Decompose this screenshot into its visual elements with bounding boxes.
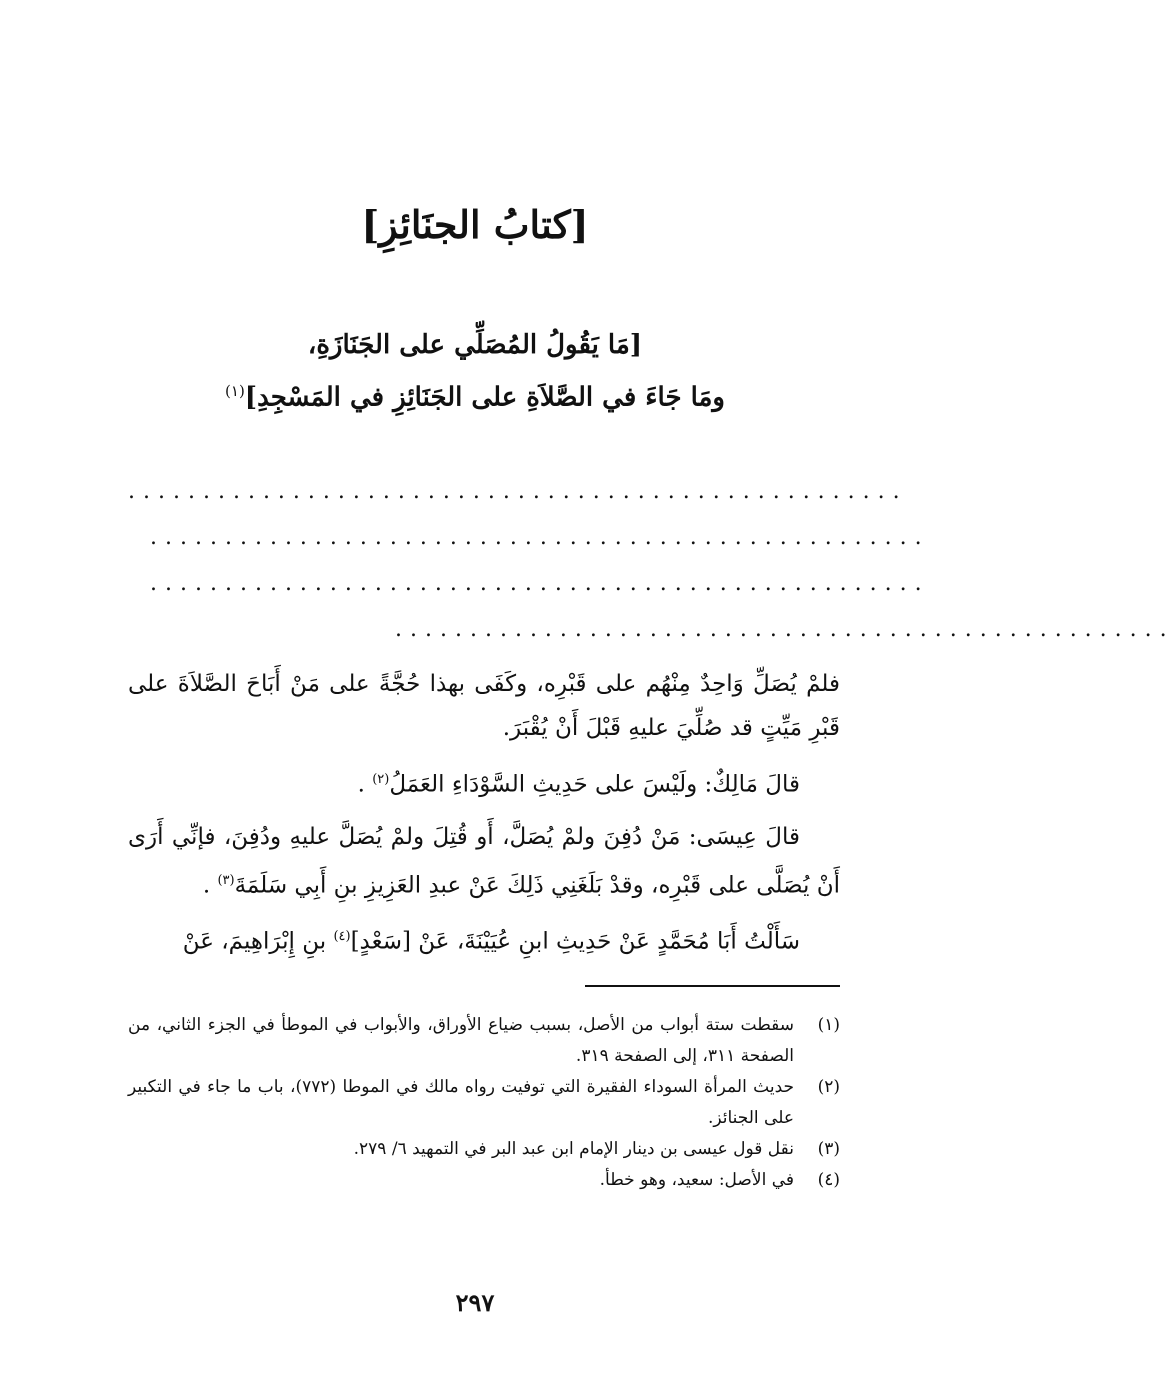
book-title: [كتابُ الجنَائِزِ] (361, 202, 589, 247)
paragraph (128, 915, 840, 964)
footnote-separator (585, 985, 840, 987)
footnote-number: (٣) (817, 1139, 840, 1159)
footnote-text: سقطت ستة أبواب من الأصل، بسبب ضياع الأوراق، والأبواب في الموطأ في الجزء الثاني، من الصفحة ٣١١، إلى الصفحة ٣١٩. (128, 1015, 794, 1066)
footnote (128, 1134, 840, 1165)
paragraph: قالَ مَالِكٌ: ولَيْسَ على حَدِيثِ السَّوْدَاءِ العَمَلُ$^{(٢)}$ . (357, 771, 800, 798)
footnotes (128, 1010, 840, 1196)
footnote (128, 1072, 840, 1134)
missing-text-dots: .................................................... (150, 571, 930, 596)
chapter-title-line-2-text: ومَا جَاءَ في الصَّلاَةِ على الجَنَائِزِ في المَسْجِدِ] (244, 382, 725, 413)
paragraph-text: بنِ إِبْرَاهِيمَ، عَنْ (182, 928, 327, 955)
footnote-text: في الأصل: سعيد، وهو خطأ. (599, 1170, 794, 1190)
chapter-title-line-1: [مَا يَقُولُ المُصَلِّي على الجَنَازَةِ، (307, 330, 643, 360)
paragraph: فلمْ يُصَلِّ وَاحِدٌ مِنْهُم على قَبْرِه، وكَفَى بهذا حُجَّةً على مَنْ أَبَاحَ الصَّلاَةَ على قَبْرِ مَيِّتٍ قد صُلِّيَ عليهِ قَبْلَ أَنْ يُقْبَرَ. (128, 671, 840, 741)
missing-text-dots: .................................................... (150, 525, 930, 550)
footnote-ref-2: (٢) (372, 772, 390, 787)
missing-text-dots: .................................................... (395, 617, 1175, 642)
footnote-text: نقل قول عيسى بن دينار الإمام ابن عبد البر في التمهيد ٦/ ٢٧٩. (353, 1139, 794, 1159)
page-number: ٢٩٧ (455, 1288, 495, 1317)
paragraph-text: قالَ مَالِكٌ: ولَيْسَ على حَدِيثِ السَّوْدَاءِ العَمَلُ (389, 771, 800, 798)
footnote-ref-1: (١) (225, 382, 245, 400)
chapter-title (120, 322, 830, 421)
footnote-number: (٢) (817, 1077, 840, 1097)
footnote-ref-3: (٣) (217, 872, 235, 888)
footnote (128, 1010, 840, 1072)
paragraph: قالَ عِيسَى: مَنْ دُفِنَ ولمْ يُصَلَّ، أَو قُتِلَ ولمْ يُصَلَّ عليهِ ودُفِنَ، فإنِّي أَرَى أَنْ يُصَلَّى على قَبْرِه، وقدْ بَلَغَنِي ذَلِكَ عَنْ عبدِ العَزِيزِ بنِ أَبِي سَلَمَةَ$^{(٣)}$ . (128, 823, 840, 899)
footnote-text: حديث المرأة السوداء الفقيرة التي توفيت رواه مالك في الموطا (٧٧٢)، باب ما جاء في التكبير على الجنائز. (128, 1077, 794, 1128)
footnote-ref-4: (٤) (333, 929, 351, 945)
body-text (128, 662, 840, 972)
missing-text-dots: .................................................... (128, 479, 908, 504)
chapter-title-line-2 (120, 368, 830, 421)
footnote (128, 1165, 840, 1196)
footnote-number: (٤) (817, 1170, 840, 1190)
paragraph-text: سَأَلْتُ أَبَا مُحَمَّدٍ عَنْ حَدِيثِ ابنِ عُيَيْنَةَ، عَنْ [سَعْدٍ] (350, 928, 800, 955)
footnote-number: (١) (817, 1015, 840, 1035)
paragraph-text: قالَ عِيسَى: مَنْ دُفِنَ ولمْ يُصَلَّ، أَو قُتِلَ ولمْ يُصَلَّ عليهِ ودُفِنَ، فإنِّي أَرَى أَنْ يُصَلَّى على قَبْرِه، وقدْ بَلَغَنِي ذَلِكَ عَنْ عبدِ العَزِيزِ بنِ أَبِي سَلَمَةَ (128, 823, 840, 899)
